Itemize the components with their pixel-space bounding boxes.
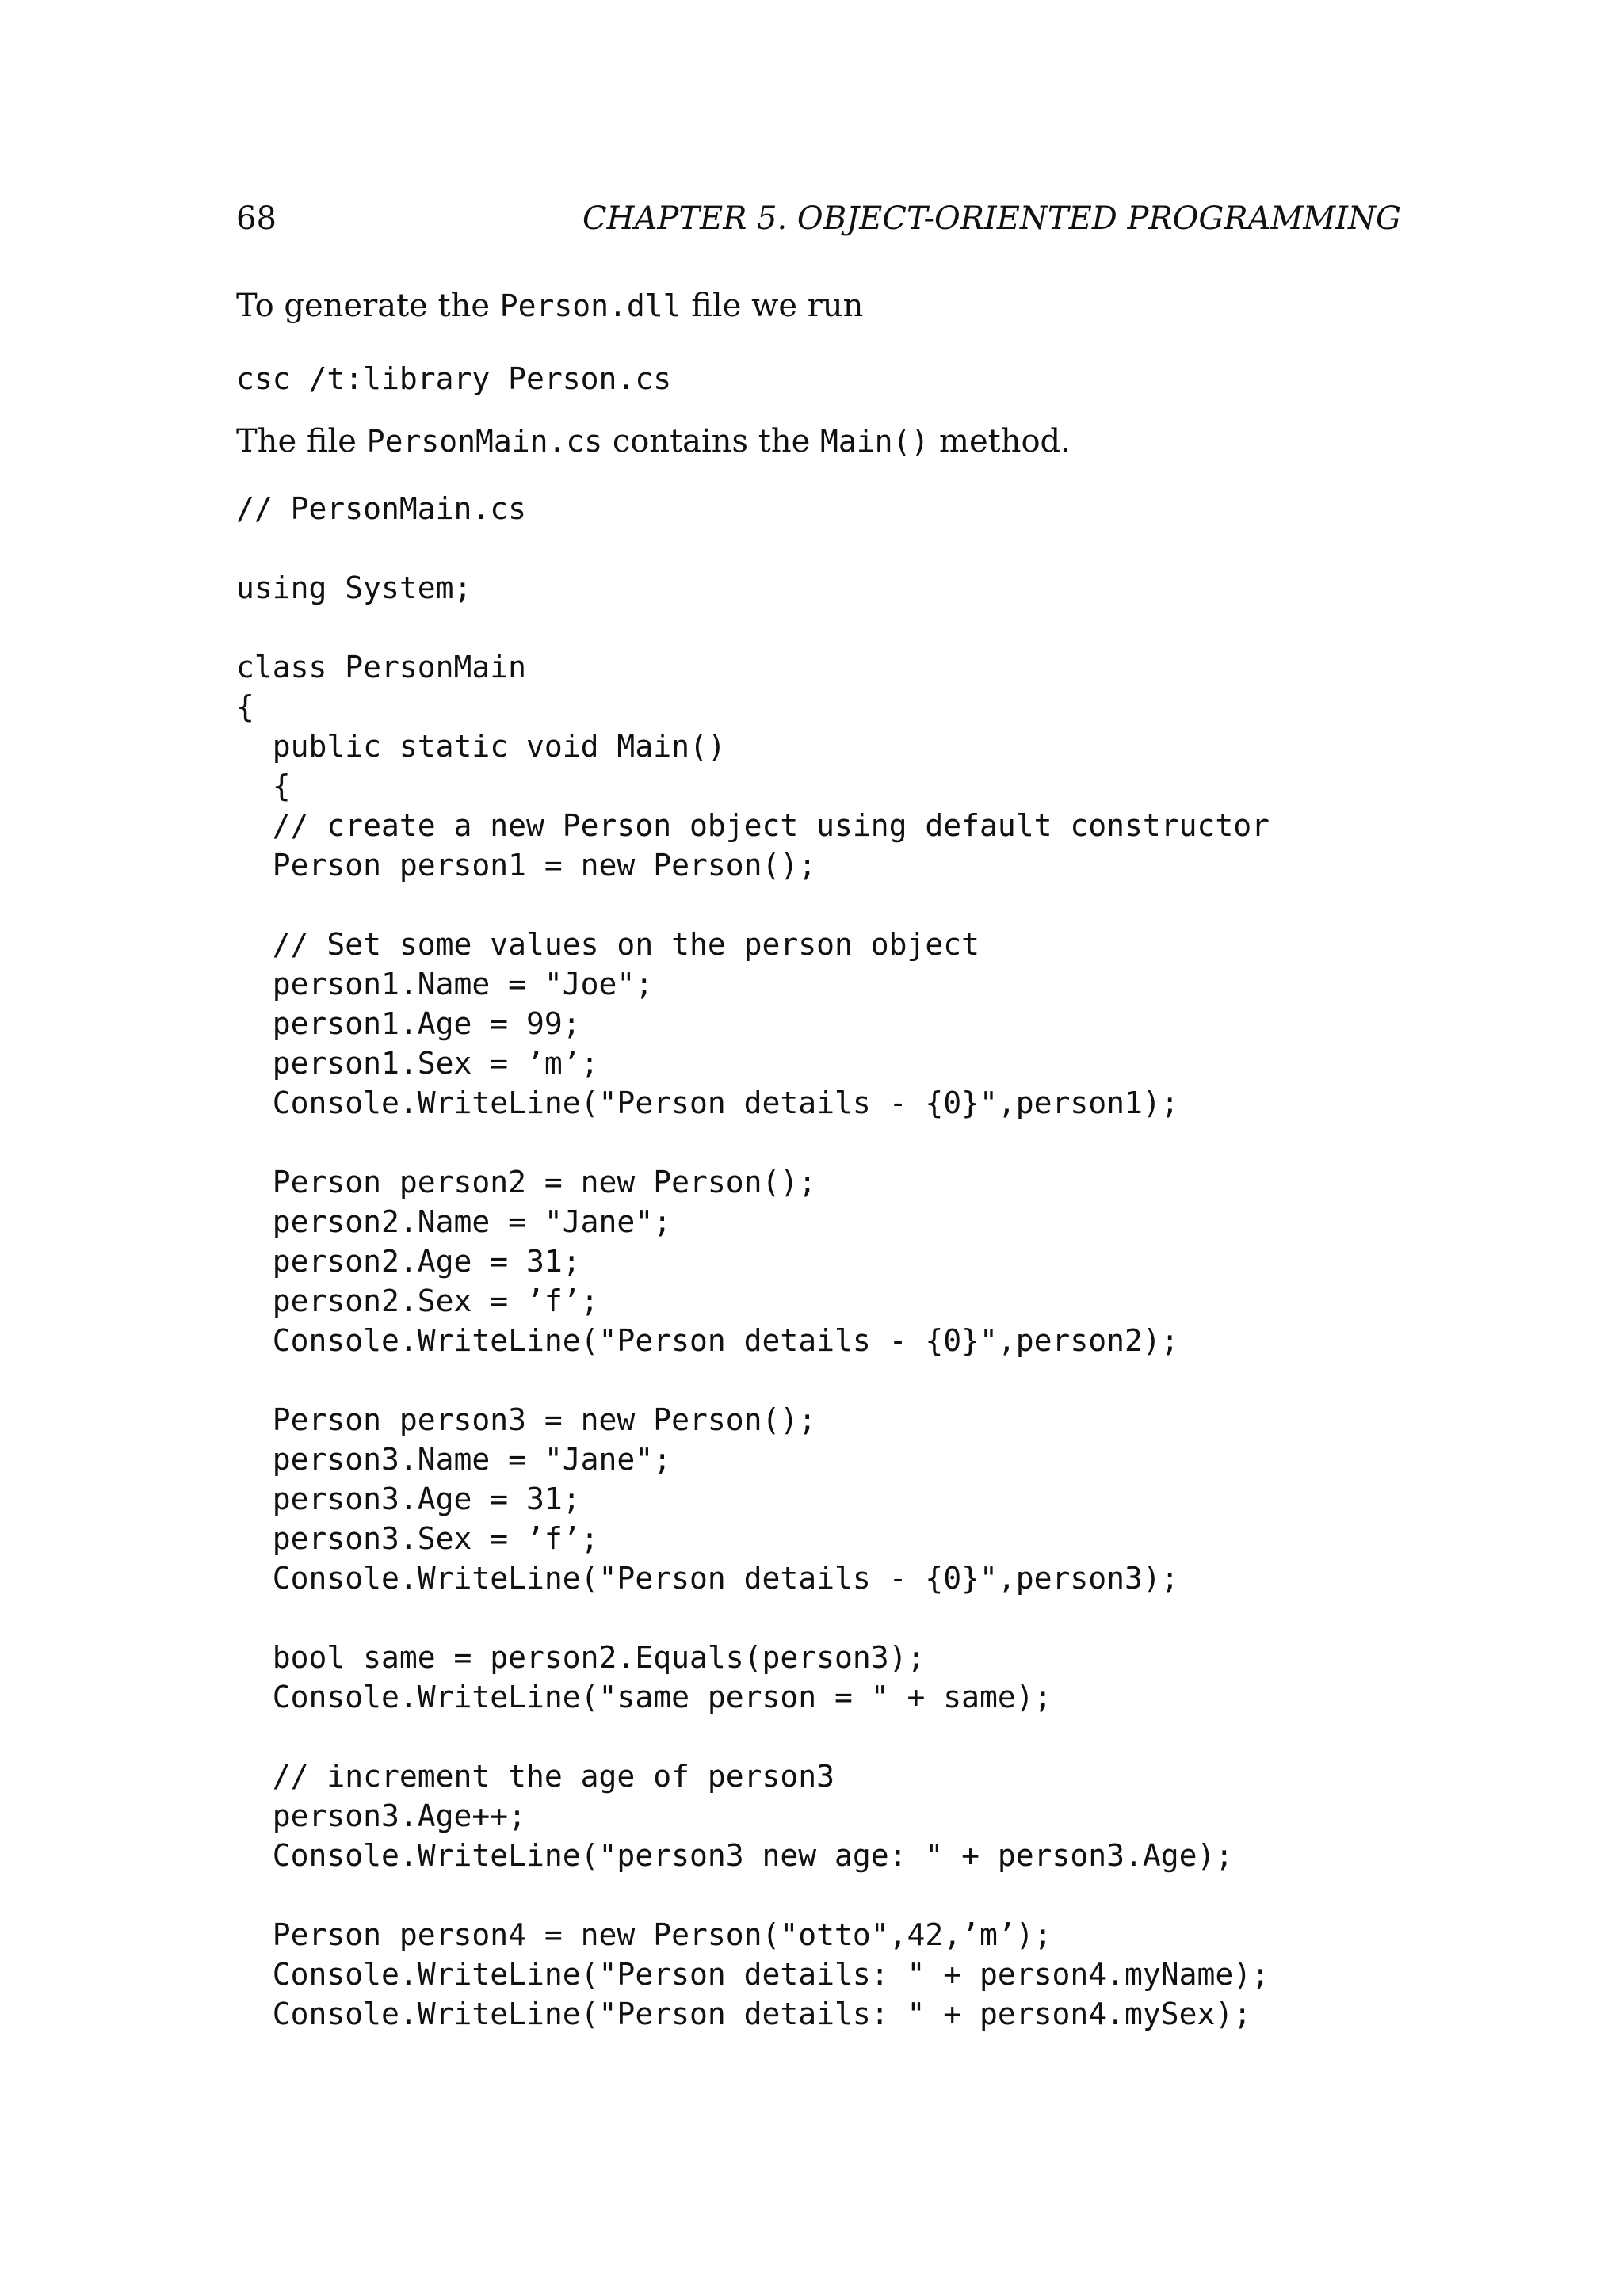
code-line: Console.WriteLine("Person details - {0}",person2); xyxy=(236,1323,1179,1358)
note-text-before: The file xyxy=(236,423,367,460)
code-line: Console.WriteLine("Person details - {0}",person3); xyxy=(236,1561,1179,1596)
intro-paragraph xyxy=(236,282,863,330)
intro-filename: Person.dll xyxy=(499,288,682,323)
code-line: { xyxy=(236,689,254,724)
code-line: Console.WriteLine("Person details - {0}",person1); xyxy=(236,1085,1179,1120)
page-number: 68 xyxy=(236,200,277,237)
page-header xyxy=(236,195,1401,242)
note-text-after: method. xyxy=(929,423,1071,460)
code-line: using System; xyxy=(236,570,472,605)
code-line: Console.WriteLine("person3 new age: " + person3.Age); xyxy=(236,1838,1234,1873)
code-line xyxy=(236,885,1270,925)
code-line: Person person1 = new Person(); xyxy=(236,848,817,883)
code-line: Console.WriteLine("Person details: " + person4.myName); xyxy=(236,1957,1270,1992)
intro-text-after: file we run xyxy=(681,288,864,324)
code-line: Console.WriteLine("same person = " + same); xyxy=(236,1680,1052,1714)
compile-command: csc /t:library Person.cs xyxy=(236,361,672,396)
code-line: // PersonMain.cs xyxy=(236,491,527,526)
code-line xyxy=(236,1123,1270,1162)
note-filename: PersonMain.cs xyxy=(366,424,603,459)
code-line xyxy=(236,1875,1270,1915)
code-line: class PersonMain xyxy=(236,650,527,685)
code-line: Person person2 = new Person(); xyxy=(236,1165,817,1199)
code-line: Console.WriteLine("Person details: " + person4.mySex); xyxy=(236,1997,1252,2031)
note-method: Main() xyxy=(820,424,930,459)
code-line: person2.Sex = ’f’; xyxy=(236,1283,599,1318)
code-line: { xyxy=(236,769,291,803)
note-text-middle: contains the xyxy=(602,423,821,460)
code-line: person2.Name = "Jane"; xyxy=(236,1204,672,1239)
code-line xyxy=(236,528,1270,568)
code-line: person3.Sex = ’f’; xyxy=(236,1521,599,1556)
code-line: Person person3 = new Person(); xyxy=(236,1402,817,1437)
code-line: bool same = person2.Equals(person3); xyxy=(236,1640,926,1675)
code-line xyxy=(236,608,1270,647)
code-line: person3.Name = "Jane"; xyxy=(236,1442,672,1477)
code-line: person1.Name = "Joe"; xyxy=(236,967,654,1001)
code-line xyxy=(236,1360,1270,1400)
code-line: person2.Age = 31; xyxy=(236,1244,581,1279)
code-line xyxy=(236,1717,1270,1756)
code-line: // Set some values on the person object xyxy=(236,927,980,962)
running-head: CHAPTER 5. OBJECT-ORIENTED PROGRAMMING xyxy=(582,200,1401,237)
code-line: // create a new Person object using default constructor xyxy=(236,808,1270,843)
code-listing xyxy=(236,489,1270,2034)
code-line: person1.Sex = ’m’; xyxy=(236,1046,599,1081)
code-line: person3.Age++; xyxy=(236,1798,527,1833)
code-line: // increment the age of person3 xyxy=(236,1759,834,1794)
code-line: Person person4 = new Person("otto",42,’m’); xyxy=(236,1917,1052,1952)
code-line: public static void Main() xyxy=(236,729,726,764)
code-line: person1.Age = 99; xyxy=(236,1006,581,1041)
intro-text-before: To generate the xyxy=(236,288,500,324)
code-line xyxy=(236,1598,1270,1638)
code-line: person3.Age = 31; xyxy=(236,1482,581,1516)
note-paragraph xyxy=(236,418,1071,465)
